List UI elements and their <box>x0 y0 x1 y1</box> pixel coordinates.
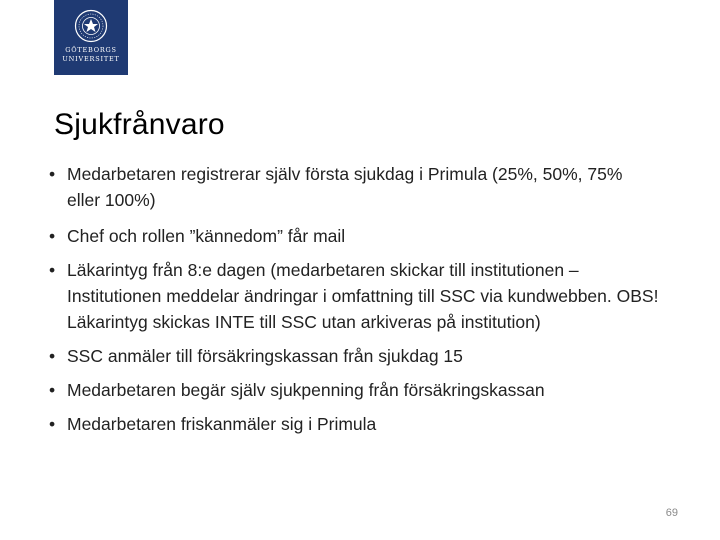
bullet-item: • Medarbetaren registrerar själv första sjukdag i Primula (25%, 50%, 75% eller 100%) <box>49 161 659 213</box>
logo-text-line2: UNIVERSITET <box>62 55 120 63</box>
slide-title: Sjukfrånvaro <box>54 108 225 141</box>
page-number: 69 <box>665 507 678 519</box>
bullet-item: • Medarbetaren friskanmäler sig i Primula <box>49 411 659 437</box>
university-logo <box>54 0 128 75</box>
bullet-item: • Läkarintyg från 8:e dagen (medarbetaren skickar till institutionen – Institutionen meddelar ändringar i omfattning till SSC via kundwebben. OBS! Läkarintyg skickas INTE till SSC utan arkiveras på institution) <box>49 257 659 335</box>
bullet-item: • Medarbetaren begär själv sjukpenning från försäkringskassan <box>49 377 659 403</box>
bullet-item: • Chef och rollen ”kännedom” får mail <box>49 223 659 249</box>
bullet-list <box>49 161 659 437</box>
bullet-item: • SSC anmäler till försäkringskassan från sjukdag 15 <box>49 343 659 369</box>
university-seal-icon <box>74 9 108 43</box>
logo-text-line1: GÖTEBORGS <box>65 46 117 54</box>
